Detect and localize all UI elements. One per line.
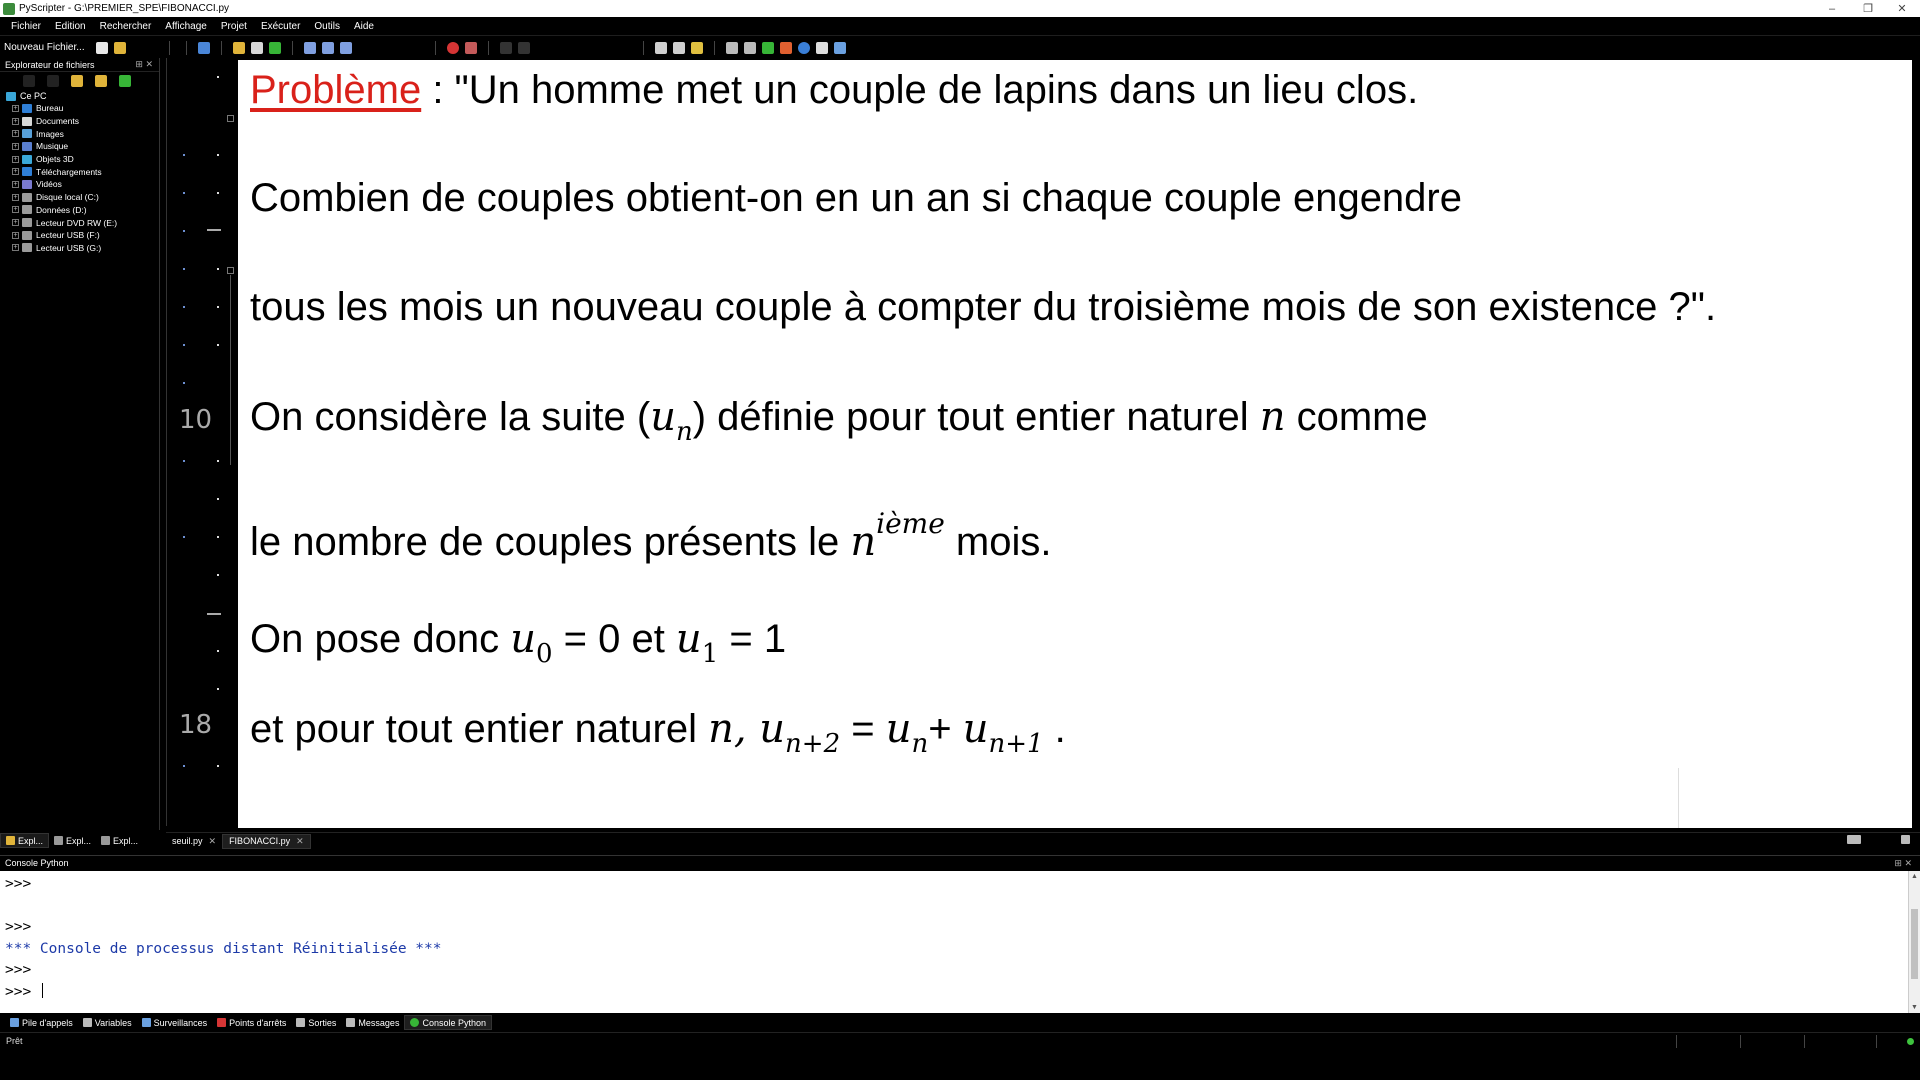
status-separator [1804,1035,1805,1048]
math-subscript: 0 [535,639,553,669]
console-prompt: >>> [5,983,40,1000]
tree-item[interactable] [6,178,159,191]
toolbar-separator [488,41,489,55]
expand-icon[interactable]: + [13,130,18,138]
gutter-dot [217,498,219,500]
math-subscript: 1 [701,639,719,669]
console-input-line[interactable] [5,982,1903,1004]
tab-points-arrets[interactable] [212,1015,291,1030]
tree-item[interactable] [6,165,159,178]
videos-icon [22,180,32,189]
explorer-tab-label: Expl... [18,835,44,846]
expand-icon[interactable]: + [13,180,18,188]
dropdown-chevron-icon[interactable] [518,42,530,54]
tree-item[interactable] [6,127,159,140]
gutter-dot [217,650,219,652]
expand-icon[interactable]: + [13,117,18,125]
menu-executer[interactable]: Exécuter [260,20,301,32]
toolbar-separator [169,41,170,55]
explorer-tab-2[interactable] [49,833,96,848]
toolbar-separator [221,41,222,55]
line-number-10: 10 [179,405,213,435]
green-tool-icon[interactable] [762,42,774,54]
math-u: u [759,706,786,752]
tab-label: Pile d'appels [22,1017,73,1028]
math-n: n [708,706,734,752]
gutter-dot [217,306,219,308]
math-u: u [962,706,989,752]
layout-icon[interactable] [726,42,738,54]
status-indicator-icon [1907,1038,1914,1045]
fold-marker[interactable] [227,115,234,122]
step-into-icon[interactable] [304,42,316,54]
menu-fichier[interactable]: Fichier [11,20,42,32]
explorer-tab-icon [54,836,63,845]
breakpoint-icon[interactable] [447,42,459,54]
explorer-title-bar [0,58,159,72]
tab-console-python[interactable] [404,1015,492,1030]
slide-line-1-text: : "Un homme met un couple de lapins dans un lieu clos. [421,68,1419,112]
scroll-down-arrow-icon[interactable]: ▼ [1911,1004,1918,1011]
step-over-icon[interactable] [322,42,334,54]
tree-item[interactable] [6,153,159,166]
maximize-button[interactable]: ❐ [1863,3,1873,15]
new-document-icon[interactable] [96,42,108,54]
settings-gear-icon[interactable] [816,42,828,54]
tree-item-label: Objets 3D [36,154,74,165]
gutter-dot [217,688,219,690]
python-icon [410,1018,419,1027]
chevron-down-icon[interactable] [47,75,59,87]
editor-content-slide[interactable] [238,60,1912,828]
status-bar [0,1032,1920,1049]
step-out-icon[interactable] [340,42,352,54]
text-run: = 0 et [552,617,676,661]
console-line: >>> [5,962,32,978]
math-u: u [510,616,536,662]
console-title: Console Python [5,858,69,868]
math-subscript: n+1 [988,729,1044,759]
slide-line-6 [250,616,786,669]
gutter-dash [207,229,221,231]
tab-label: Surveillances [153,1017,208,1028]
slide-line-7 [250,706,1066,759]
tree-item-label: Documents [36,116,79,127]
console-reset-message: *** Console de processus distant Réinitialisée *** [5,940,442,957]
explorer-tab-1[interactable] [0,833,49,848]
tree-item-label: Disque local (C:) [36,192,99,203]
tree-item-label: Bureau [36,103,64,114]
menu-projet[interactable]: Projet [220,20,247,32]
tab-list-icon[interactable] [1847,835,1861,844]
favorites-icon[interactable] [95,75,107,87]
drive-icon [22,205,32,214]
text-run: + [928,707,963,751]
gutter-dot [217,344,219,346]
images-icon [22,129,32,138]
math-n: n [1259,394,1286,440]
math-u: u [885,706,912,752]
folder-up-icon[interactable] [71,75,83,87]
tab-close-icon[interactable]: ✕ [296,835,304,846]
zoom-out-icon[interactable] [673,42,685,54]
explorer-tab-icon [6,836,15,845]
dvd-icon [22,218,32,227]
gutter-dot [217,460,219,462]
gutter-dot [183,382,185,384]
explorer-tab-icon [101,836,110,845]
tab-messages[interactable] [341,1015,404,1030]
gutter-dot [217,268,219,270]
tab-sorties[interactable] [291,1015,341,1030]
text-run: On pose donc [250,617,511,661]
gutter-dot [183,192,185,194]
variables-icon [83,1018,92,1027]
explorer-tab-label: Expl... [113,835,139,846]
expand-icon[interactable]: + [13,219,18,227]
menu-rechercher[interactable]: Rechercher [99,20,152,32]
window-layout-icon[interactable] [834,42,846,54]
file-explorer-panel [0,58,160,830]
tab-variables[interactable] [78,1015,137,1030]
tree-root-ce-pc[interactable] [6,90,159,102]
gutter-dash [207,613,221,615]
tree-item[interactable] [6,102,159,115]
watches-icon [142,1018,151,1027]
status-text: Prêt [6,1036,23,1046]
math-n: n [850,519,877,565]
gutter-dot [183,306,185,308]
tab-close-icon[interactable]: ✕ [208,835,217,846]
text-run: et pour tout entier naturel [250,707,709,751]
expand-icon[interactable]: + [13,206,18,214]
expand-icon[interactable]: + [13,104,18,112]
tool-tab-strip [0,1014,1920,1031]
open-folder-icon[interactable] [114,42,126,54]
editor-tab-strip [166,832,1920,849]
toolbar-separator [643,41,644,55]
editor-options-icon[interactable] [744,42,756,54]
pin-close-icon[interactable]: ⊞ ✕ [135,59,153,69]
gutter-dot [217,76,219,78]
minimize-button[interactable]: – [1828,2,1836,15]
tab-seuil-py[interactable] [166,834,222,849]
math-comma: , [733,706,760,752]
probleme-heading: Problème [250,68,422,112]
math-subscript: n [911,729,929,759]
menu-aide[interactable]: Aide [353,20,374,32]
drive-icon [22,193,32,202]
expand-icon[interactable]: + [13,231,18,239]
gutter-dot [217,536,219,538]
gutter-dot [217,192,219,194]
slide-line-4 [250,394,1428,447]
text-caret [42,983,43,998]
slide-line-5 [250,507,1051,565]
math-subscript: n [675,417,693,447]
scroll-up-arrow-icon[interactable]: ▲ [1911,873,1918,880]
tree-item-label: Musique [36,141,69,152]
text-run: = [840,707,886,751]
run-script-icon[interactable] [233,42,245,54]
fold-marker[interactable] [227,267,234,274]
text-run: . [1043,707,1066,751]
menu-edition[interactable]: Edition [55,20,86,32]
slide-line-3: tous les mois un nouveau couple à compter du troisième mois de son existence ?". [250,285,1717,329]
tab-label: Messages [358,1017,400,1028]
toolbar-separator [186,41,187,55]
menu-outils[interactable]: Outils [314,20,340,32]
filter-icon[interactable] [119,75,131,87]
tab-label: Variables [94,1017,132,1028]
chevron-down-icon[interactable] [23,75,35,87]
text-run: mois. [944,520,1052,564]
scrollbar-thumb[interactable] [1911,909,1918,979]
tree-item[interactable] [6,229,159,242]
math-subscript: n+2 [785,729,841,759]
python-console[interactable] [0,871,1908,1013]
gutter-dot [183,765,185,767]
fold-line [230,275,231,465]
console-line: >>> [5,919,32,935]
dropdown-chevron-icon[interactable] [500,42,512,54]
zoom-in-icon[interactable] [655,42,667,54]
tree-item-label: Images [36,128,64,139]
refresh-icon[interactable] [780,42,792,54]
editor-gutter [166,58,236,826]
tab-label: seuil.py [172,836,203,846]
expand-icon[interactable]: + [13,193,18,201]
gutter-dot [217,765,219,767]
tab-fibonacci-py[interactable] [222,834,311,849]
gutter-dot [217,574,219,576]
window-title: PyScripter - G:\PREMIER_SPE\FIBONACCI.py [19,3,230,14]
toolbar-separator [292,41,293,55]
toolbar-separator [435,41,436,55]
pyscripter-app-icon [3,3,15,15]
explorer-tree [0,90,159,254]
tab-label: FIBONACCI.py [229,836,291,846]
tree-item[interactable] [6,204,159,217]
explorer-tab-3[interactable] [96,833,143,848]
tree-item[interactable] [6,140,159,153]
menu-affichage[interactable]: Affichage [165,20,207,32]
gutter-dot [183,268,185,270]
tree-item[interactable] [6,115,159,128]
gutter-dot [183,536,185,538]
explorer-tab-label: Expl... [66,835,92,846]
new-file-button[interactable]: Nouveau Fichier... [4,42,85,53]
explorer-toolbar [0,72,159,90]
computer-icon [6,92,16,101]
tab-surveillances[interactable] [137,1015,213,1030]
tree-item[interactable] [6,191,159,204]
right-edge-marker [1678,768,1679,828]
gutter-dot [183,344,185,346]
explorer-title: Explorateur de fichiers [5,59,95,70]
tree-item-label: Lecteur USB (G:) [36,242,102,253]
tree-root-label: Ce PC [20,91,47,101]
tree-item-label: Vidéos [36,179,62,190]
expand-icon[interactable]: + [13,142,18,150]
gutter-dot [183,230,185,232]
expand-icon[interactable]: + [13,155,18,163]
documents-icon [22,117,32,126]
tree-item-label: Données (D:) [36,204,87,215]
tree-item-label: Téléchargements [36,166,102,177]
text-run: On considère la suite ( [250,395,651,439]
status-separator [1740,1035,1741,1048]
gutter-dot [183,460,185,462]
call-stack-icon [10,1018,19,1027]
math-u: u [650,394,676,440]
main-toolbar [0,37,1920,58]
line-number-18: 18 [179,710,213,740]
console-line: >>> [5,876,32,892]
external-run-icon[interactable] [251,42,263,54]
menu-bar [0,17,1920,36]
math-superscript: ième [876,507,945,540]
expand-icon[interactable]: + [13,244,18,252]
console-line [5,896,1903,918]
console-scrollbar[interactable] [1908,871,1920,1013]
tab-label: Points d'arrêts [229,1017,287,1028]
undo-icon[interactable] [198,42,210,54]
tree-item-label: Lecteur USB (F:) [36,230,100,241]
status-separator [1876,1035,1877,1048]
tree-item[interactable] [6,216,159,229]
slide-line-1 [250,68,1418,113]
text-run: le nombre de couples présents le [250,520,851,564]
text-run: comme [1285,395,1428,439]
messages-icon [346,1018,355,1027]
text-run: = 1 [718,617,787,661]
text-run: ) définie pour tout entier naturel [692,395,1260,439]
play-icon[interactable] [269,42,281,54]
pin-close-icon[interactable]: ⊞ ✕ [1894,857,1912,868]
music-icon [22,142,32,151]
desktop-icon [22,104,32,113]
output-icon [296,1018,305,1027]
tree-item-label: Lecteur DVD RW (E:) [36,217,118,228]
status-separator [1676,1035,1677,1048]
tab-label: Sorties [308,1017,337,1028]
window-titlebar [0,0,1920,17]
slide-line-2: Combien de couples obtient-on en un an si chaque couple engendre [250,176,1462,220]
clear-breakpoints-icon[interactable] [465,42,477,54]
toolbar-separator [714,41,715,55]
downloads-icon [22,167,32,176]
tab-pile-appels[interactable] [5,1015,78,1030]
console-title-bar [0,855,1920,870]
usb-icon [22,243,32,252]
usb-icon [22,231,32,240]
help-icon[interactable] [798,42,810,54]
close-button[interactable]: ✕ [1897,3,1907,15]
objects3d-icon [22,155,32,164]
expand-icon[interactable]: + [13,168,18,176]
gutter-dot [183,154,185,156]
tab-label: Console Python [422,1017,486,1028]
lightning-icon[interactable] [691,42,703,54]
gutter-dot [217,154,219,156]
explorer-tab-strip [0,832,160,849]
window-list-icon[interactable] [1901,835,1910,844]
breakpoints-icon [217,1018,226,1027]
math-u: u [675,616,702,662]
tree-item[interactable] [6,242,159,255]
